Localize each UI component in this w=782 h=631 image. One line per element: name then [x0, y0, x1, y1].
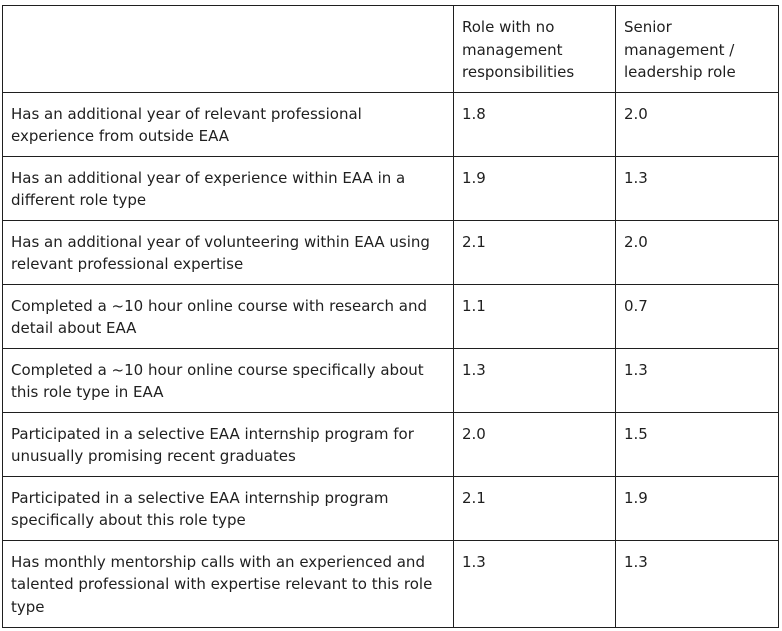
table-row: [3, 284, 779, 348]
senior-management-value: 1.3: [616, 348, 779, 412]
table-row: [3, 476, 779, 540]
senior-management-value: 1.3: [616, 540, 779, 627]
senior-management-value: 1.3: [616, 156, 779, 220]
no-management-value: 1.9: [454, 156, 616, 220]
table-row: [3, 412, 779, 476]
senior-management-value: 1.9: [616, 476, 779, 540]
no-management-value: 1.3: [454, 348, 616, 412]
criterion-cell: Has an additional year of experience within EAA in a different role type: [3, 156, 454, 220]
table-row: [3, 348, 779, 412]
no-management-value: 2.1: [454, 220, 616, 284]
senior-management-value: 1.5: [616, 412, 779, 476]
criterion-cell: Completed a ~10 hour online course with research and detail about EAA: [3, 284, 454, 348]
comparison-table: [2, 5, 779, 628]
criterion-cell: Participated in a selective EAA internship program specifically about this role type: [3, 476, 454, 540]
header-no-management: Role with no management responsibilities: [454, 6, 616, 93]
senior-management-value: 2.0: [616, 92, 779, 156]
table-row: [3, 540, 779, 627]
no-management-value: 1.1: [454, 284, 616, 348]
criterion-cell: Has monthly mentorship calls with an experienced and talented professional with expertise relevant to this role type: [3, 540, 454, 627]
no-management-value: 1.8: [454, 92, 616, 156]
table-row: [3, 156, 779, 220]
table-row: [3, 92, 779, 156]
no-management-value: 1.3: [454, 540, 616, 627]
criterion-cell: Has an additional year of volunteering within EAA using relevant professional expertise: [3, 220, 454, 284]
no-management-value: 2.0: [454, 412, 616, 476]
header-row: [3, 6, 779, 93]
criterion-cell: Completed a ~10 hour online course specifically about this role type in EAA: [3, 348, 454, 412]
table-row: [3, 220, 779, 284]
criterion-cell: Has an additional year of relevant professional experience from outside EAA: [3, 92, 454, 156]
header-senior-management: Senior management / leadership role: [616, 6, 779, 93]
senior-management-value: 2.0: [616, 220, 779, 284]
no-management-value: 2.1: [454, 476, 616, 540]
senior-management-value: 0.7: [616, 284, 779, 348]
header-criterion: [3, 6, 454, 93]
criterion-cell: Participated in a selective EAA internship program for unusually promising recent graduates: [3, 412, 454, 476]
